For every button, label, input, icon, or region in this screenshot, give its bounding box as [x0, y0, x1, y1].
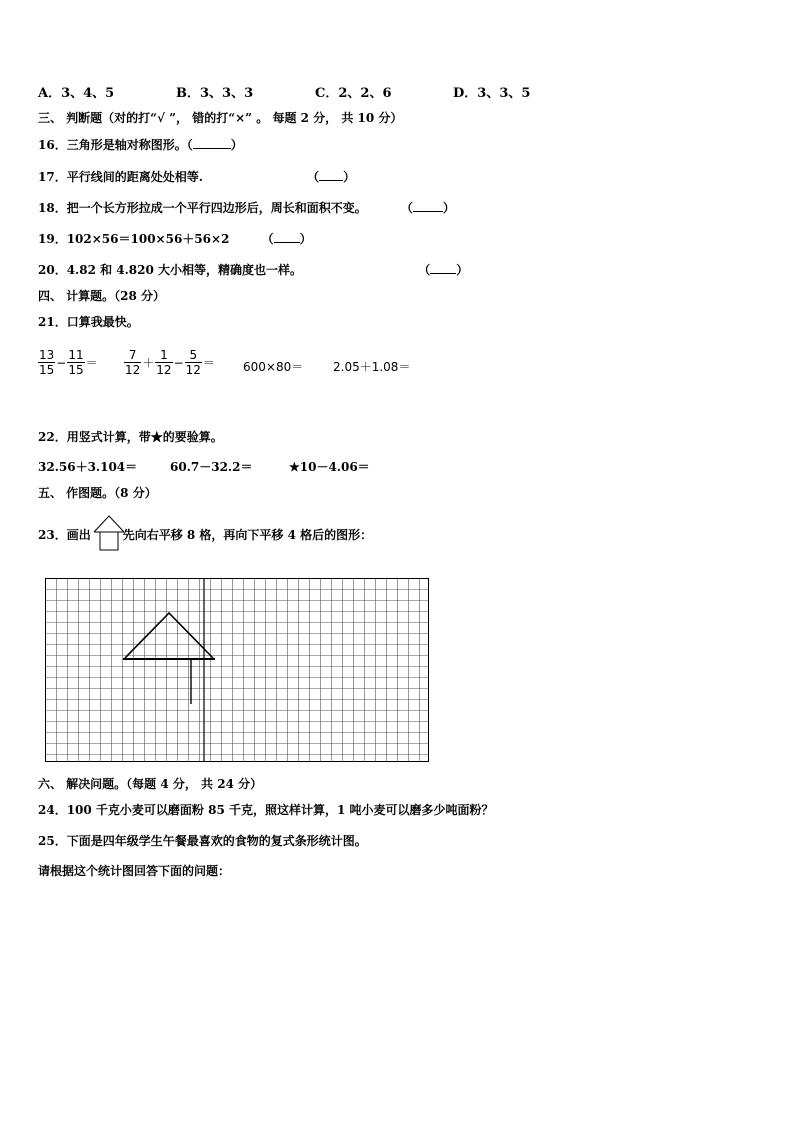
section-3-header: 三、 判断题（对的打“√ ”， 错的打“×” 。 每题 2 分， 共 10 分）	[38, 111, 403, 125]
answer-close-paren: ）	[230, 138, 243, 152]
answer-open-paren: （	[186, 138, 193, 152]
q22-expression-3: ★10－4.06＝	[289, 460, 370, 474]
answer-close-paren: ）	[343, 170, 356, 184]
section-4-header: 四、 计算题。（28 分）	[38, 289, 166, 303]
question-18	[38, 199, 455, 216]
answer-blank-20[interactable]	[430, 261, 456, 274]
fraction: $\frac{11}{15}$	[68, 348, 84, 377]
answer-blank-19[interactable]	[274, 230, 300, 243]
fraction: $\frac{1}{12}$	[156, 348, 172, 377]
house-shape-icon	[93, 514, 125, 552]
grid-lines	[45, 578, 429, 762]
q21-expression-3: 600×80＝	[243, 360, 304, 374]
option-b: B．3、3、3	[176, 86, 254, 101]
answer-close-paren: ）	[456, 263, 469, 277]
question-23-prefix: 23．画出	[38, 528, 91, 542]
fraction: $\frac{13}{15}$	[39, 348, 55, 377]
question-23-suffix: 先向右平移 8 格，再向下平移 4 格后的图形：	[122, 528, 373, 542]
question-17	[38, 168, 355, 185]
q21-expression-2: $\frac{7}{12}$ ＋ $\frac{1}{12}$ − $\frac{5}{12}$ ＝	[125, 348, 215, 377]
fraction: $\frac{7}{12}$	[125, 348, 141, 377]
answer-close-paren: ）	[442, 201, 455, 215]
section-6-header: 六、 解决问题。（每题 4 分， 共 24 分）	[38, 777, 263, 791]
question-25: 25．下面是四年级学生午餐最喜欢的食物的复式条形统计图。	[38, 834, 367, 848]
option-a: A．3、4、5	[38, 86, 115, 101]
drawing-grid[interactable]	[45, 578, 429, 762]
question-19	[38, 230, 312, 247]
question-22: 22．用竖式计算，带★的要验算。	[38, 430, 223, 444]
answer-blank-17[interactable]	[319, 168, 343, 181]
question-16	[38, 136, 243, 153]
answer-open-paren: （	[400, 201, 413, 215]
question-19-text: 19．102×56＝100×56＋56×2	[38, 232, 230, 246]
q21-expression-1: $\frac{13}{15}$ − $\frac{11}{15}$ ＝	[39, 348, 98, 377]
answer-open-paren: （	[261, 232, 274, 246]
question-20	[38, 261, 468, 278]
house-figure	[123, 578, 215, 762]
option-c: C．2、2、6	[315, 86, 392, 101]
option-d: D．3、3、5	[453, 86, 531, 101]
section-5-header: 五、 作图题。（8 分）	[38, 486, 157, 500]
q22-expression-2: 60.7－32.2＝	[170, 460, 253, 474]
question-16-text: 16．三角形是轴对称图形。	[38, 138, 187, 152]
answer-open-paren: （	[307, 170, 320, 184]
question-18-text: 18．把一个长方形拉成一个平行四边形后，周长和面积不变。	[38, 201, 367, 215]
answer-open-paren: （	[418, 263, 431, 277]
question-25-subtext: 请根据这个统计图回答下面的问题：	[38, 864, 231, 878]
question-21: 21．口算我最快。	[38, 315, 139, 329]
question-17-text: 17．平行线间的距离处处相等.	[38, 170, 203, 184]
q21-expression-4: 2.05＋1.08＝	[333, 360, 411, 374]
fraction: $\frac{5}{12}$	[185, 348, 201, 377]
question-23	[38, 527, 372, 543]
q22-expression-1: 32.56＋3.104＝	[38, 460, 138, 474]
question-24: 24．100 千克小麦可以磨面粉 85 千克，照这样计算，1 吨小麦可以磨多少吨面粉？	[38, 803, 494, 817]
answer-close-paren: ）	[299, 232, 312, 246]
question-20-text: 20．4.82 和 4.820 大小相等，精确度也一样。	[38, 263, 303, 277]
answer-blank-18[interactable]	[413, 199, 443, 212]
grid-border	[46, 579, 429, 762]
answer-blank-16[interactable]	[193, 136, 231, 149]
